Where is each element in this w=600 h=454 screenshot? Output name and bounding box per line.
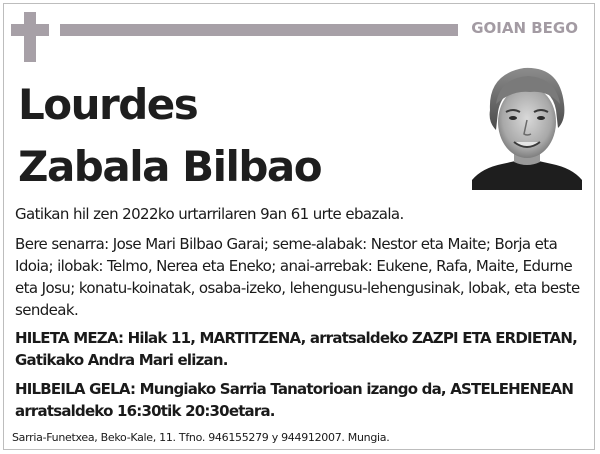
header-tag: GOIAN BEGO — [471, 19, 578, 37]
deceased-first-name: Lourdes — [18, 80, 198, 129]
cross-vertical-bar — [24, 12, 36, 62]
portrait-illustration — [472, 60, 582, 190]
funeral-mass-text: HILETA MEZA: Hilak 11, MARTITZENA, arratsaldeko ZAZPI ETA ERDIETAN, Gatikako Andra Mari elizan. — [15, 329, 578, 369]
funeral-home-footer: Sarria-Funetxea, Beko-Kale, 11. Tfno. 946155279 y 944912007. Mungia. — [12, 431, 390, 444]
death-notice-text: Gatikan hil zen 2022ko urtarrilaren 9an 61 urte ebazala. — [15, 205, 404, 223]
cross-horizontal-bar — [11, 24, 49, 36]
deceased-last-name: Zabala Bilbao — [18, 142, 322, 191]
header-divider-bar — [60, 24, 458, 36]
family-text: Bere senarra: Jose Mari Bilbao Garai; seme-alabak: Nestor eta Maite; Borja eta Idoia; ilobak: Telmo, Nerea eta Eneko; anai-arrebak: Eukene, Rafa, Maite, Edurne eta Josu; konatu-koinatak, osaba-izeko, lehengusu-lehengusinak, lobak, eta beste sendeak. — [15, 235, 580, 319]
wake-room-text: HILBEILA GELA: Mungiako Sarria Tanatorioan izango da, ASTELEHENEAN arratsaldeko 16:30tik 20:30etara. — [15, 380, 574, 420]
portrait-photo — [472, 60, 582, 190]
